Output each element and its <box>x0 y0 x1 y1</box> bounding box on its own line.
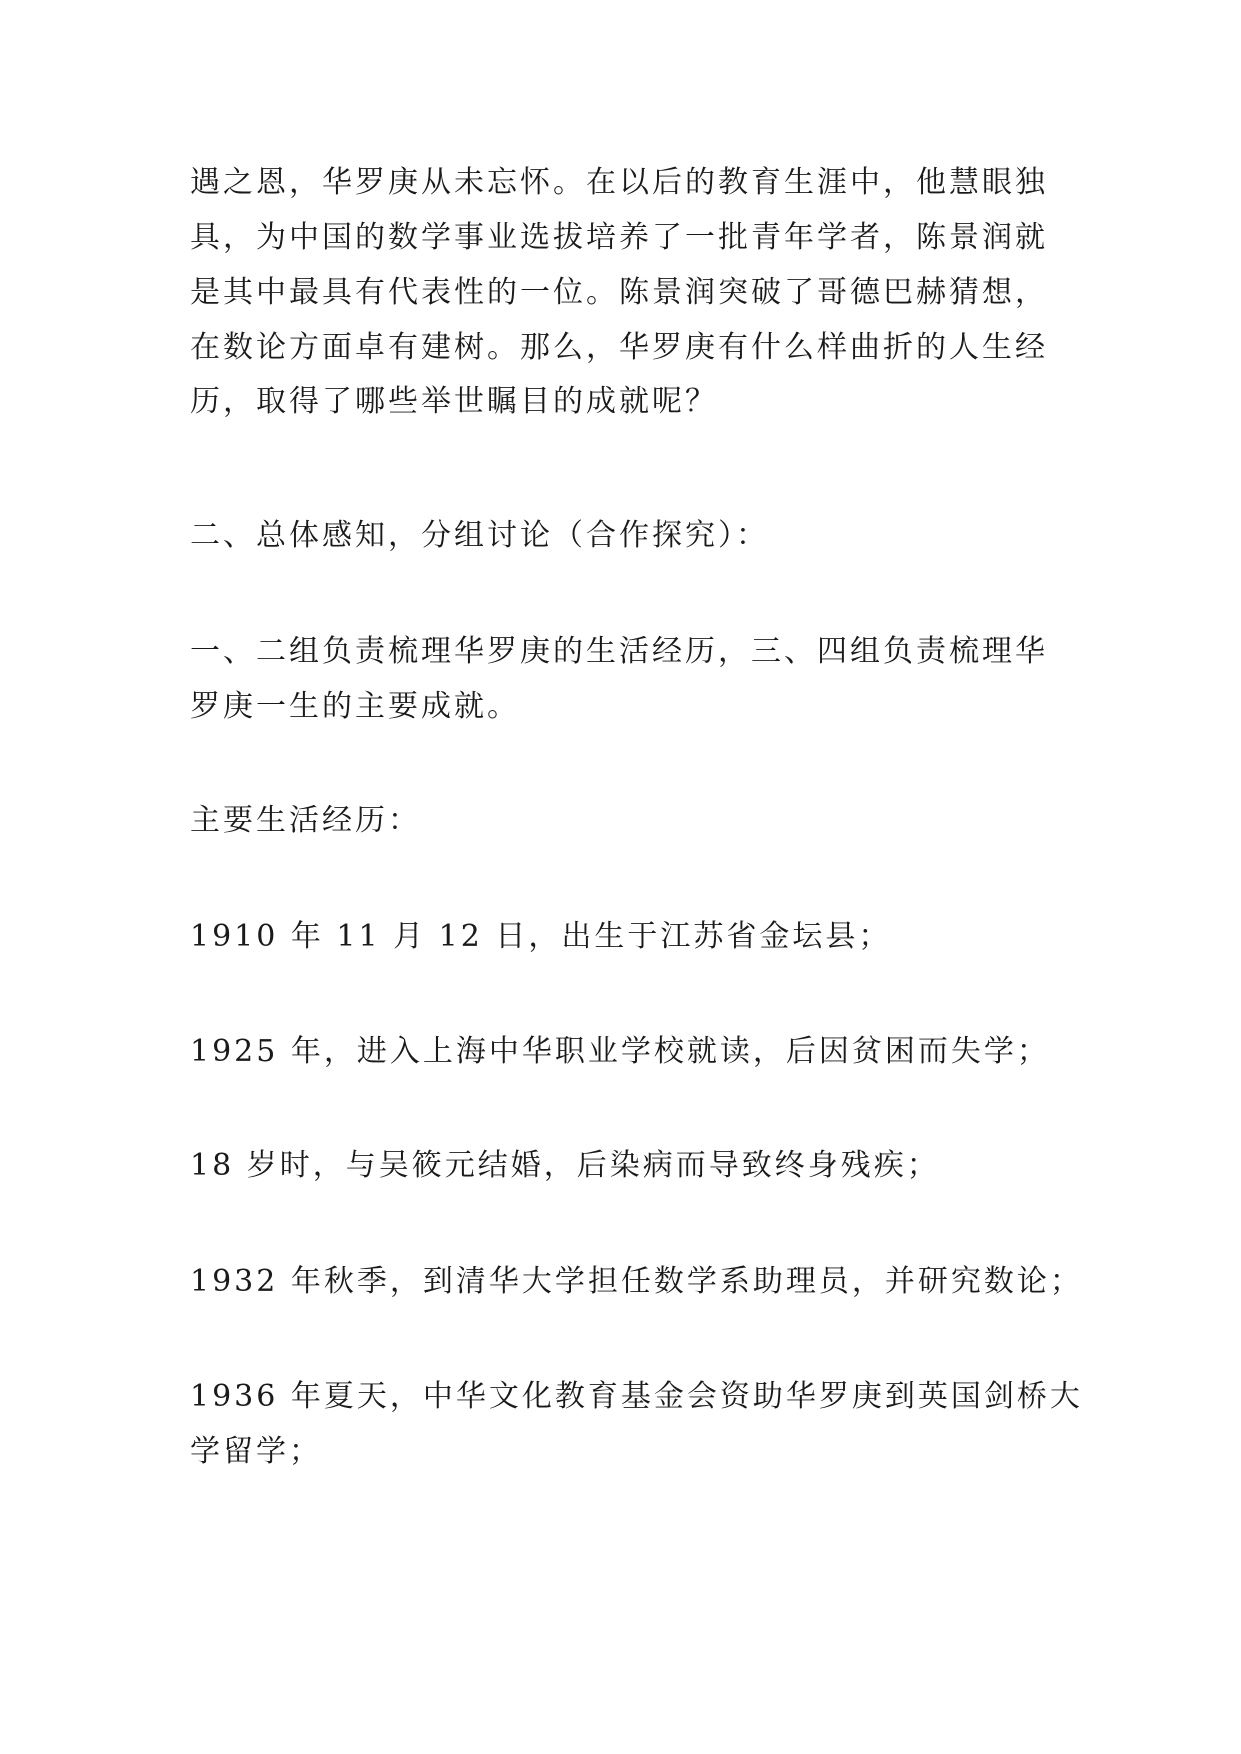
intro-line-2: 具，为中国的数学事业选拔培养了一批青年学者，陈景润就 <box>190 220 1048 255</box>
section-heading: 二、总体感知，分组讨论（合作探究）： <box>190 518 769 553</box>
timeline-item-age-18: 18 岁时，与吴筱元结婚，后染病而导致终身残疾； <box>190 1148 940 1183</box>
task-line-2: 罗庚一生的主要成就。 <box>190 689 520 724</box>
intro-line-1: 遇之恩，华罗庚从未忘怀。在以后的教育生涯中，他慧眼独 <box>190 165 1048 200</box>
timeline-item-1925: 1925 年，进入上海中华职业学校就读，后因贫困而失学； <box>190 1034 1050 1069</box>
timeline-item-1910: 1910 年 11 月 12 日，出生于江苏省金坛县； <box>190 919 892 954</box>
intro-line-4: 在数论方面卓有建树。那么，华罗庚有什么样曲折的人生经 <box>190 330 1048 365</box>
timeline-item-1932: 1932 年秋季，到清华大学担任数学系助理员，并研究数论； <box>190 1264 1083 1299</box>
timeline-item-1936: 1936 年夏天，中华文化教育基金会资助华罗庚到英国剑桥大 <box>190 1379 1083 1414</box>
task-line-1: 一、二组负责梳理华罗庚的生活经历，三、四组负责梳理华 <box>190 634 1048 669</box>
list-heading: 主要生活经历： <box>190 803 421 838</box>
timeline-item-1936-cont: 学留学； <box>190 1434 322 1469</box>
intro-line-3: 是其中最具有代表性的一位。陈景润突破了哥德巴赫猜想， <box>190 275 1048 310</box>
intro-line-5: 历，取得了哪些举世瞩目的成就呢？ <box>190 384 718 419</box>
